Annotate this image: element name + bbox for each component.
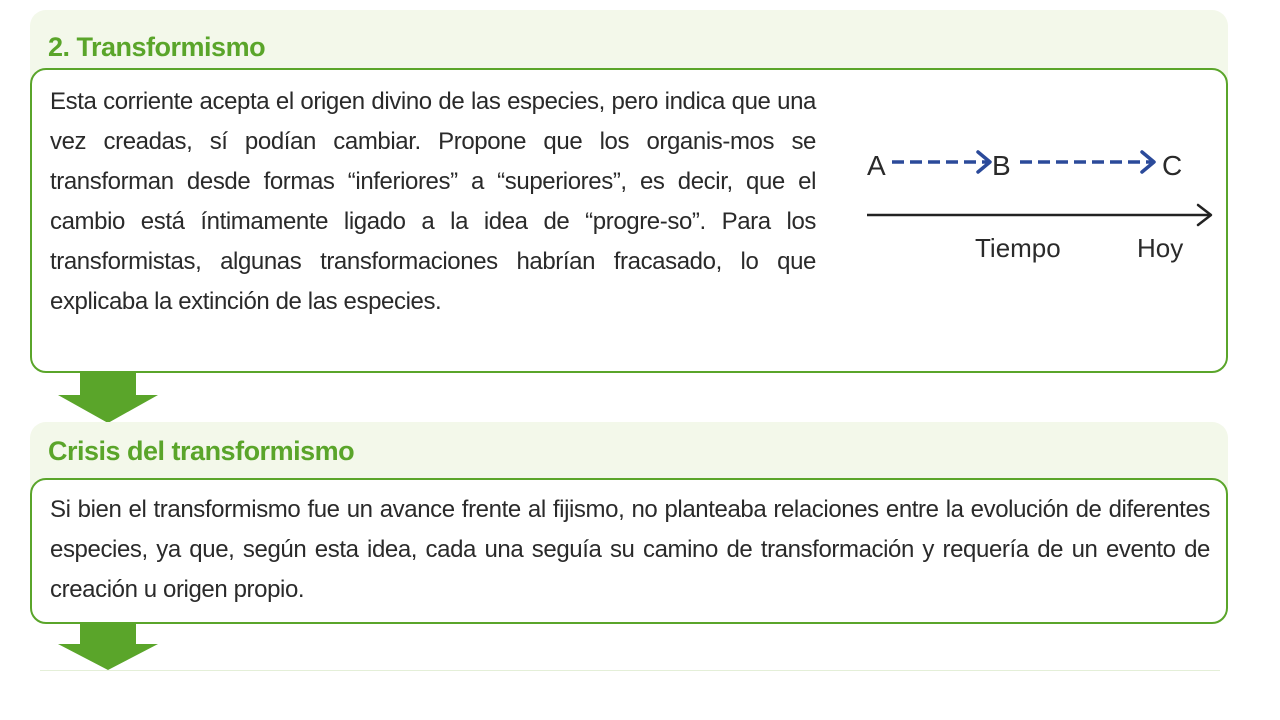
crisis-paragraph: Si bien el transformismo fue un avance frente al fijismo, no planteaba relaciones entre la evolución de diferentes especies, ya que, según esta idea, cada una seguía su camino de transformación y requería de un evento de creación u origen propio. — [50, 496, 1210, 603]
transformismo-content-box — [30, 68, 1228, 373]
transformismo-panel — [30, 10, 1228, 373]
axis-label-hoy: Hoy — [1137, 233, 1184, 263]
crisis-panel — [30, 422, 1228, 624]
evolution-diagram — [862, 130, 1222, 290]
time-axis-arrow — [867, 205, 1211, 225]
down-arrow-icon — [58, 624, 158, 670]
down-arrow-icon — [58, 373, 158, 423]
crisis-content-box — [30, 478, 1228, 624]
bottom-divider — [40, 670, 1220, 671]
diagram-node-c: C — [1162, 150, 1183, 181]
axis-label-tiempo: Tiempo — [975, 233, 1061, 263]
dashed-arrow-a-b — [892, 152, 990, 172]
transformismo-paragraph: Esta corriente acepta el origen divino de las especies, pero indica que una vez creadas, sí podían cambiar. Propone que los organis-mos se transforman desde formas “inferiores” a “superiores”, es decir, que el cambio está íntimamente ligado a la idea de “progre-so”. Para los transformistas, algunas transformaciones habrían fracasado, lo que explicaba la extinción de las especies. — [50, 88, 816, 315]
dashed-arrow-b-c — [1020, 152, 1154, 172]
diagram-node-b: B — [992, 150, 1011, 181]
section-title-transformismo: 2. Transformismo — [48, 32, 266, 62]
diagram-node-a: A — [867, 150, 886, 181]
section-title-crisis: Crisis del transformismo — [48, 436, 355, 466]
